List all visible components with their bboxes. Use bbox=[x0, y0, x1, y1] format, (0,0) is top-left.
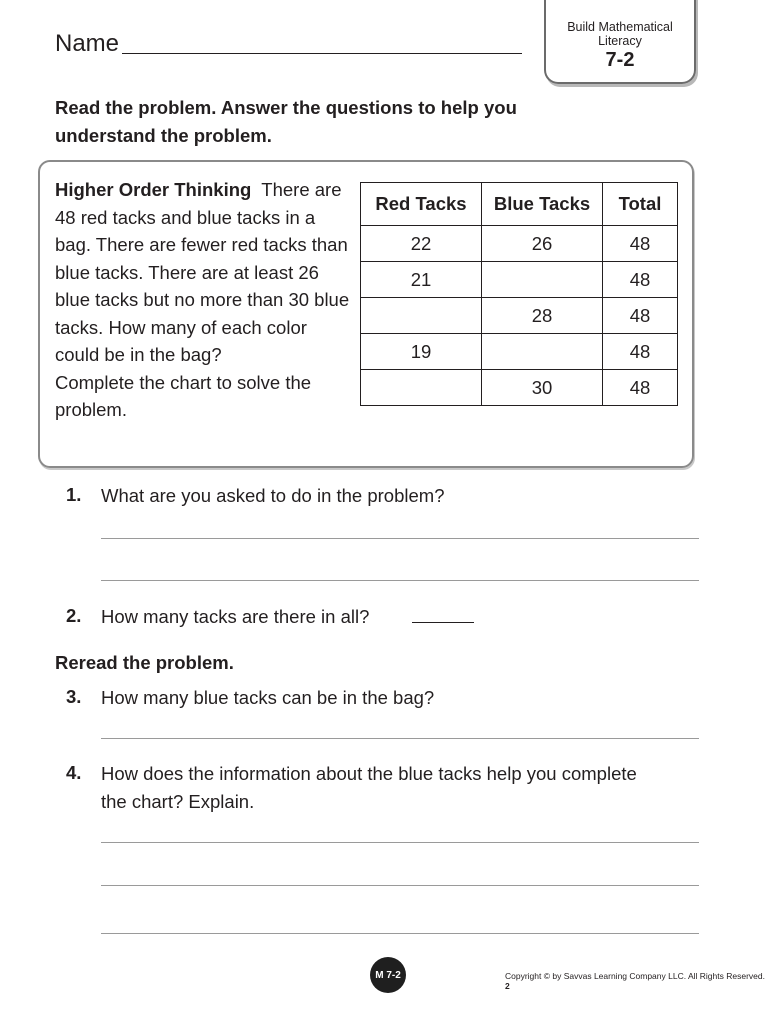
question-2-text: How many tacks are there in all? bbox=[101, 606, 370, 627]
reread-heading: Reread the problem. bbox=[55, 652, 234, 673]
table-row bbox=[361, 262, 678, 298]
instructions: Read the problem. Answer the questions to help you understand the problem. bbox=[55, 97, 517, 146]
lesson-tab bbox=[544, 0, 696, 84]
lesson-number: 7-2 bbox=[605, 49, 635, 71]
blue-cell[interactable]: 26 bbox=[482, 226, 603, 262]
question-3-text: How many blue tacks can be in the bag? bbox=[101, 687, 435, 708]
page-number: 2 bbox=[505, 981, 510, 991]
problem-instruction: Complete the chart to solve the problem. bbox=[55, 371, 312, 420]
name-label: Name bbox=[55, 30, 120, 57]
answer-line[interactable] bbox=[101, 885, 699, 886]
copyright-text: Copyright © by Savvas Learning Company LLC. All Rights Reserved. bbox=[505, 971, 765, 981]
table-row bbox=[361, 370, 678, 406]
name-field[interactable] bbox=[122, 53, 522, 54]
answer-line[interactable] bbox=[101, 738, 699, 739]
column-header: Total bbox=[603, 183, 678, 226]
table-row bbox=[361, 334, 678, 370]
red-cell[interactable]: 21 bbox=[361, 262, 482, 298]
problem-text bbox=[55, 176, 351, 424]
column-header: Blue Tacks bbox=[482, 183, 603, 226]
answer-line[interactable] bbox=[101, 842, 699, 843]
answer-line[interactable] bbox=[101, 580, 699, 581]
red-cell[interactable]: 22 bbox=[361, 226, 482, 262]
tab-title-line2: Literacy bbox=[598, 34, 642, 48]
problem-heading: Higher Order Thinking bbox=[55, 179, 252, 200]
table-row bbox=[361, 226, 678, 262]
total-cell: 48 bbox=[603, 298, 678, 334]
question-2-number: 2. bbox=[66, 605, 82, 626]
red-cell[interactable]: 19 bbox=[361, 334, 482, 370]
answer-blank[interactable] bbox=[412, 622, 474, 623]
table-row bbox=[361, 298, 678, 334]
question-4-text: How does the information about the blue tacks help you complete the chart? Explain. bbox=[101, 763, 637, 812]
blue-cell[interactable] bbox=[482, 334, 603, 370]
question-4-number: 4. bbox=[66, 762, 82, 783]
question-3-number: 3. bbox=[66, 686, 82, 707]
blue-cell[interactable] bbox=[482, 262, 603, 298]
tab-title-line1: Build Mathematical bbox=[567, 20, 673, 34]
answer-line[interactable] bbox=[101, 933, 699, 934]
column-header: Red Tacks bbox=[361, 183, 482, 226]
blue-cell[interactable]: 30 bbox=[482, 370, 603, 406]
blue-cell[interactable]: 28 bbox=[482, 298, 603, 334]
tacks-chart bbox=[360, 182, 678, 406]
total-cell: 48 bbox=[603, 334, 678, 370]
total-cell: 48 bbox=[603, 262, 678, 298]
page-badge: M 7-2 bbox=[370, 957, 406, 993]
total-cell: 48 bbox=[603, 370, 678, 406]
question-1-text: What are you asked to do in the problem? bbox=[101, 485, 445, 506]
problem-body: There are 48 red tacks and blue tacks in a bag. There are fewer red tacks than blue tacks. There are at least 26 blue tacks but no more than 30 blue tacks. How many of each color could be in the bag? bbox=[55, 179, 350, 365]
total-cell: 48 bbox=[603, 226, 678, 262]
copyright bbox=[505, 971, 768, 991]
question-1-number: 1. bbox=[66, 484, 82, 505]
red-cell[interactable] bbox=[361, 298, 482, 334]
red-cell[interactable] bbox=[361, 370, 482, 406]
answer-line[interactable] bbox=[101, 538, 699, 539]
